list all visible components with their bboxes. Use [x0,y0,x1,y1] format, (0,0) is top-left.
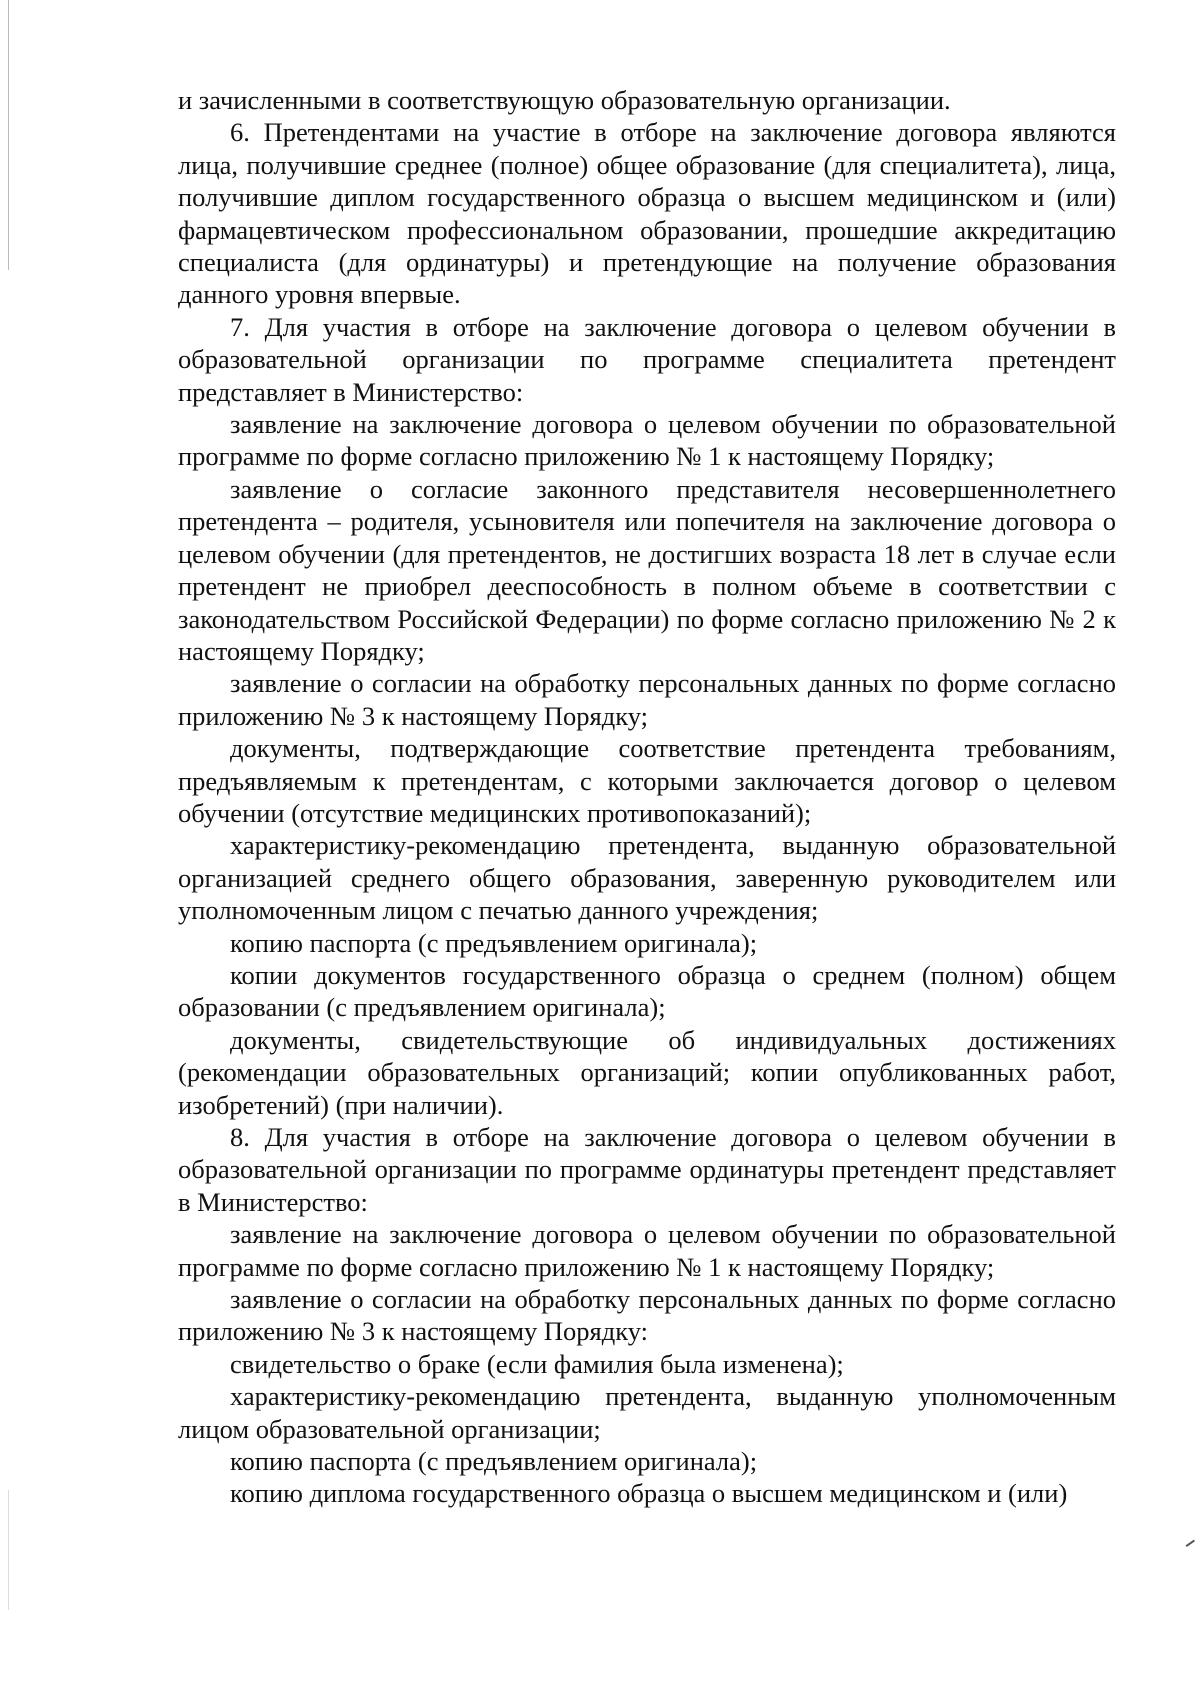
list-item: документы, подтверждающие соответствие претендента требованиям, предъявляемым к претендентам, с которыми заключается договор о целевом обучении (отсутствие медицинских противопоказаний); [178,733,1116,828]
paragraph-item-7: 7. Для участия в отборе на заключение договора о целевом обучении в образовательной организации по программе специалитета претендент представляет в Министерство: [178,311,1116,407]
list-item: характеристику-рекомендацию претендента, выданную уполномоченным лицом образовательной организации; [178,1381,1116,1444]
scan-edge-mark [8,0,9,270]
list-item: копию паспорта (с предъявлением оригинала); [230,1446,758,1477]
list-item: свидетельство о браке (если фамилия была изменена); [230,1348,844,1379]
paragraph-item-8: 8. Для участия в отборе на заключение договора о целевом обучении в образовательной организации по программе ординатуры претендент представляет в Министерство: [178,1122,1116,1217]
list-item: документы, свидетельствующие об индивидуальных достижениях (рекомендации образовательных организаций; копии опубликованных работ, изобретений) (при наличии). [178,1024,1116,1120]
list-item: копии документов государственного образца о среднем (полном) общем образовании (с предъявлением оригинала); [178,959,1116,1023]
list-item: заявление о согласие законного представителя несовершеннолетнего претендента – родителя, усыновителя или попечителя на заключение договора о целевом обучении (для претендентов, не достигших возраста 18 лет в случае если претендент не приобрел дееспособность в полном объеме в соответствии с законодательством Российской Федерации) по форме согласно приложению № 2 к настоящему Порядку; [178,473,1116,666]
list-item: заявление о согласии на обработку персональных данных по форме согласно приложению № 3 к настоящему Порядку; [178,668,1116,731]
paragraph-item-6: 6. Претендентами на участие в отборе на заключение договора являются лица, получившие среднее (полное) общее образование (для специалитета), лица, получившие диплом государственного образца о высшем медицинском и (или) фармацевтическом профессиональном образовании, прошедшие аккредитацию специалиста (для ординатуры) и претендующие на получение образования данного уровня впервые. [178,117,1116,310]
list-item: заявление о согласии на обработку персональных данных по форме согласно приложению № 3 к настоящему Порядку: [178,1284,1116,1347]
scan-corner-mark [1181,1533,1195,1547]
scan-edge-mark [8,1490,9,1610]
list-item: копию диплома государственного образца о высшем медицинском и (или) [230,1478,1068,1509]
list-item: заявление на заключение договора о целевом обучении по образовательной программе по форме согласно приложению № 1 к настоящему Порядку; [178,1219,1116,1282]
list-item: заявление на заключение договора о целевом обучении по образовательной программе по форме согласно приложению № 1 к настоящему Порядку; [178,409,1116,472]
list-item: характеристику-рекомендацию претендента, выданную образовательной организацией среднего общего образования, заверенную руководителем или уполномоченным лицом с печатью данного учреждения; [178,830,1116,926]
list-item: копию паспорта (с предъявлением оригинала); [230,927,758,958]
document-page [178,84,1116,1510]
paragraph-continuation: и зачисленными в соответствующую образовательную организации. [178,85,951,115]
